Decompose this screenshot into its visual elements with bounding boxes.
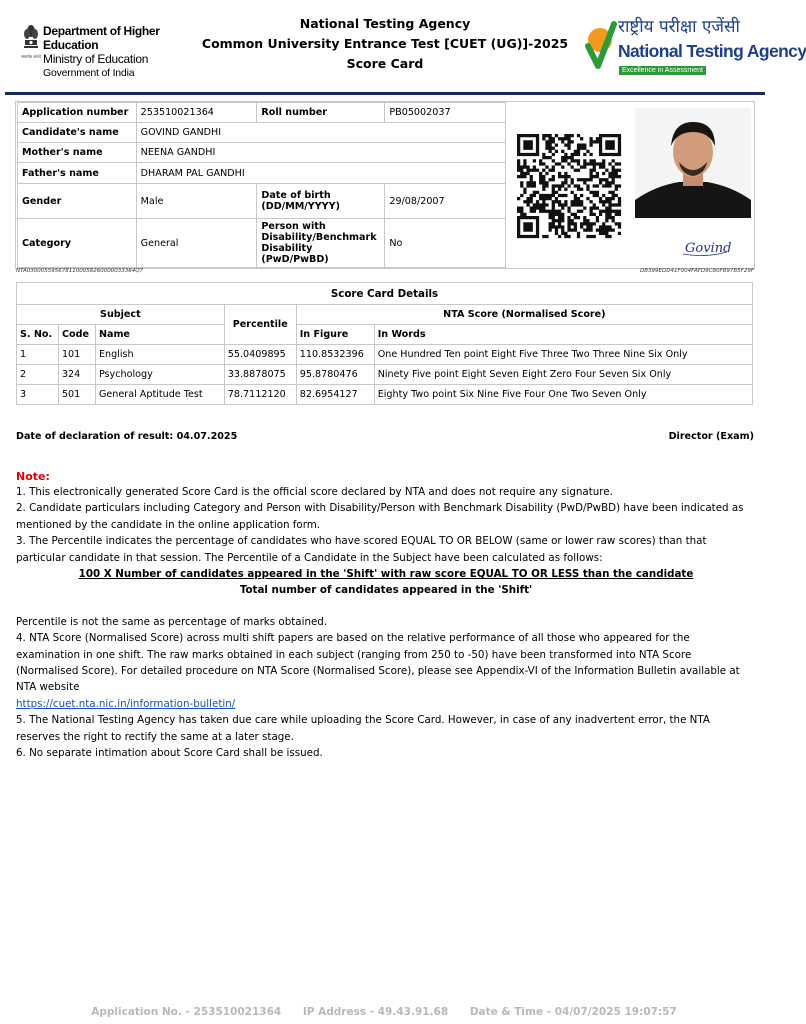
row-subject: English [95,345,224,365]
row-score-words: Eighty Two point Six Nine Five Four One Two Seven Only [374,385,752,405]
score-card-title: Score Card Details [17,283,753,305]
national-emblem-icon [22,22,40,72]
qr-code-icon [514,134,624,238]
roll-number-label: Roll number [257,103,385,123]
dob-label-line2: (DD/MM/YYYY) [261,201,340,212]
table-row [18,123,506,143]
note-2: 2. Candidate particulars including Category and Person with Disability/Person with Benchmark Disability (PwD/PwBD) have been indicated as mentioned by the candidate in the online application form. [16,502,744,531]
note-5: 5. The National Testing Agency has taken due care while uploading the Score Card. However, in case of any inadvertent error, the NTA reserves the right to rectify the same at a later stage. [16,714,710,743]
title-agency: National Testing Agency [299,16,471,31]
pwd-label [257,219,385,268]
candidate-photo [635,108,751,218]
signature-text: Govind [685,241,732,256]
score-card-table [16,282,753,405]
dob-value: 29/08/2007 [385,184,506,219]
dob-label-line1: Date of birth [261,190,331,201]
information-bulletin-link[interactable]: https://cuet.nta.nic.in/information-bulletin/ [16,697,236,710]
dob-label [257,184,385,219]
row-percentile: 33.8878075 [224,365,296,385]
gender-value: Male [136,184,257,219]
row-sno: 1 [17,345,59,365]
table-row [17,365,753,385]
table-row [18,184,506,219]
row-code: 501 [58,385,95,405]
moe-ministry: Ministry of Education [43,52,149,66]
application-number-label: Application number [18,103,137,123]
formula-numerator: 100 X Number of candidates appeared in the 'Shift' with raw score EQUAL TO OR LESS than the candidate [78,568,694,581]
note-6: 6. No separate intimation about Score Card shall be issued. [16,747,323,760]
nta-score-header: NTA Score (Normalised Score) [296,305,752,325]
moe-department: Department of Higher Education [43,24,160,52]
mother-name-label: Mother's name [18,143,137,163]
in-figure-header: In Figure [296,325,374,345]
page-title [185,14,585,74]
table-row [18,103,506,123]
footer-date-time: Date & Time - 04/07/2025 19:07:57 [469,1006,677,1018]
pwd-label-line1: Person with [261,221,326,232]
table-row [18,163,506,184]
row-percentile: 55.0409895 [224,345,296,365]
title-score-card: Score Card [346,56,424,71]
row-sno: 3 [17,385,59,405]
category-label: Category [18,219,137,268]
code-header: Code [58,325,95,345]
document-reference-right: DB399EDD41F004FAFD9C80FB97B5F29F [640,268,754,274]
row-percentile: 78.7112120 [224,385,296,405]
table-row [17,345,753,365]
moe-government: Government of India [43,67,135,79]
note-3: 3. The Percentile indicates the percentage of candidates who have scored EQUAL TO OR BELOW (same or lower raw scores) than that particular candidate in that session. The Percentile of a Candidate in the Subject have been calculated as follows: [16,535,707,564]
candidate-signature [635,226,751,262]
mother-name-value: NEENA GANDHI [136,143,505,163]
director-exam: Director (Exam) [668,431,754,442]
page-footer [0,1006,768,1018]
father-name-value: DHARAM PAL GANDHI [136,163,505,184]
pwd-label-line3: Disability (PwD/PwBD) [261,243,329,265]
row-code: 324 [58,365,95,385]
table-row [18,143,506,163]
table-row [17,283,753,305]
footer-ip-address: IP Address - 49.43.91.68 [302,1006,449,1018]
title-exam: Common University Entrance Test [CUET (UG)]-2025 [201,36,569,51]
row-subject: General Aptitude Test [95,385,224,405]
row-score-words: One Hundred Ten point Eight Five Three Two Three Nine Six Only [374,345,752,365]
nta-tagline: Excellence in Assessment [619,66,706,75]
emblem-motto: सत्यमेव जयते [21,54,41,59]
roll-number-value: PB05002037 [385,103,506,123]
candidate-info-table [17,102,506,268]
row-score-figure: 82.6954127 [296,385,374,405]
footer-application-no: Application No. - 253510021364 [91,1006,282,1018]
in-words-header: In Words [374,325,752,345]
percentile-formula [16,566,756,599]
table-row [17,305,753,325]
signature-image [635,226,751,262]
page-header [0,0,806,92]
nta-name-english: National Testing Agency [618,41,806,61]
candidate-name-value: GOVIND GANDHI [136,123,505,143]
nta-check-icon [586,16,616,72]
note-4 [16,630,756,712]
pwd-label-line2: Disability/Benchmark [261,232,377,243]
percentile-header: Percentile [224,305,296,345]
notes-section [16,470,756,762]
qr-modules [517,134,621,238]
row-score-figure: 95.8780476 [296,365,374,385]
table-row [17,325,753,345]
application-number-value: 253510021364 [136,103,257,123]
nta-logo [586,14,806,80]
table-row [18,219,506,268]
row-subject: Psychology [95,365,224,385]
sno-header: S. No. [17,325,59,345]
document-reference-left: NTA0300055956781100058260000033364Q7 [16,268,144,274]
table-row [17,385,753,405]
subject-header: Subject [17,305,225,325]
note-4-text: 4. NTA Score (Normalised Score) across multi shift papers are based on the relative performance of all those who appeared for the examination in one shift. The raw marks obtained in each subject (ranging from 250 to -50) have been transformed into NTA Score (Normalised Score). For detailed procedure on NTA Score (Normalised Score), please see Appendix-VI of the Information Bulletin available at NTA website [16,632,740,694]
nta-name-hindi: राष्ट्रीय परीक्षा एजेंसी [618,17,740,37]
candidate-info-panel [15,101,755,269]
declaration-date: Date of declaration of result: 04.07.2025 [16,431,238,442]
father-name-label: Father's name [18,163,137,184]
header-divider [5,92,765,95]
row-code: 101 [58,345,95,365]
note-heading: Note: [16,470,50,483]
row-score-words: Ninety Five point Eight Seven Eight Zero Four Seven Six Only [374,365,752,385]
formula-denominator: Total number of candidates appeared in the 'Shift' [239,584,533,597]
row-score-figure: 110.8532396 [296,345,374,365]
percentile-note: Percentile is not the same as percentage of marks obtained. [16,615,328,628]
pwd-value: No [385,219,506,268]
category-value: General [136,219,257,268]
gender-label: Gender [18,184,137,219]
row-sno: 2 [17,365,59,385]
candidate-name-label: Candidate's name [18,123,137,143]
moe-logo [21,20,182,79]
name-header: Name [95,325,224,345]
note-1: 1. This electronically generated Score Card is the official score declared by NTA and does not require any signature. [16,486,613,498]
